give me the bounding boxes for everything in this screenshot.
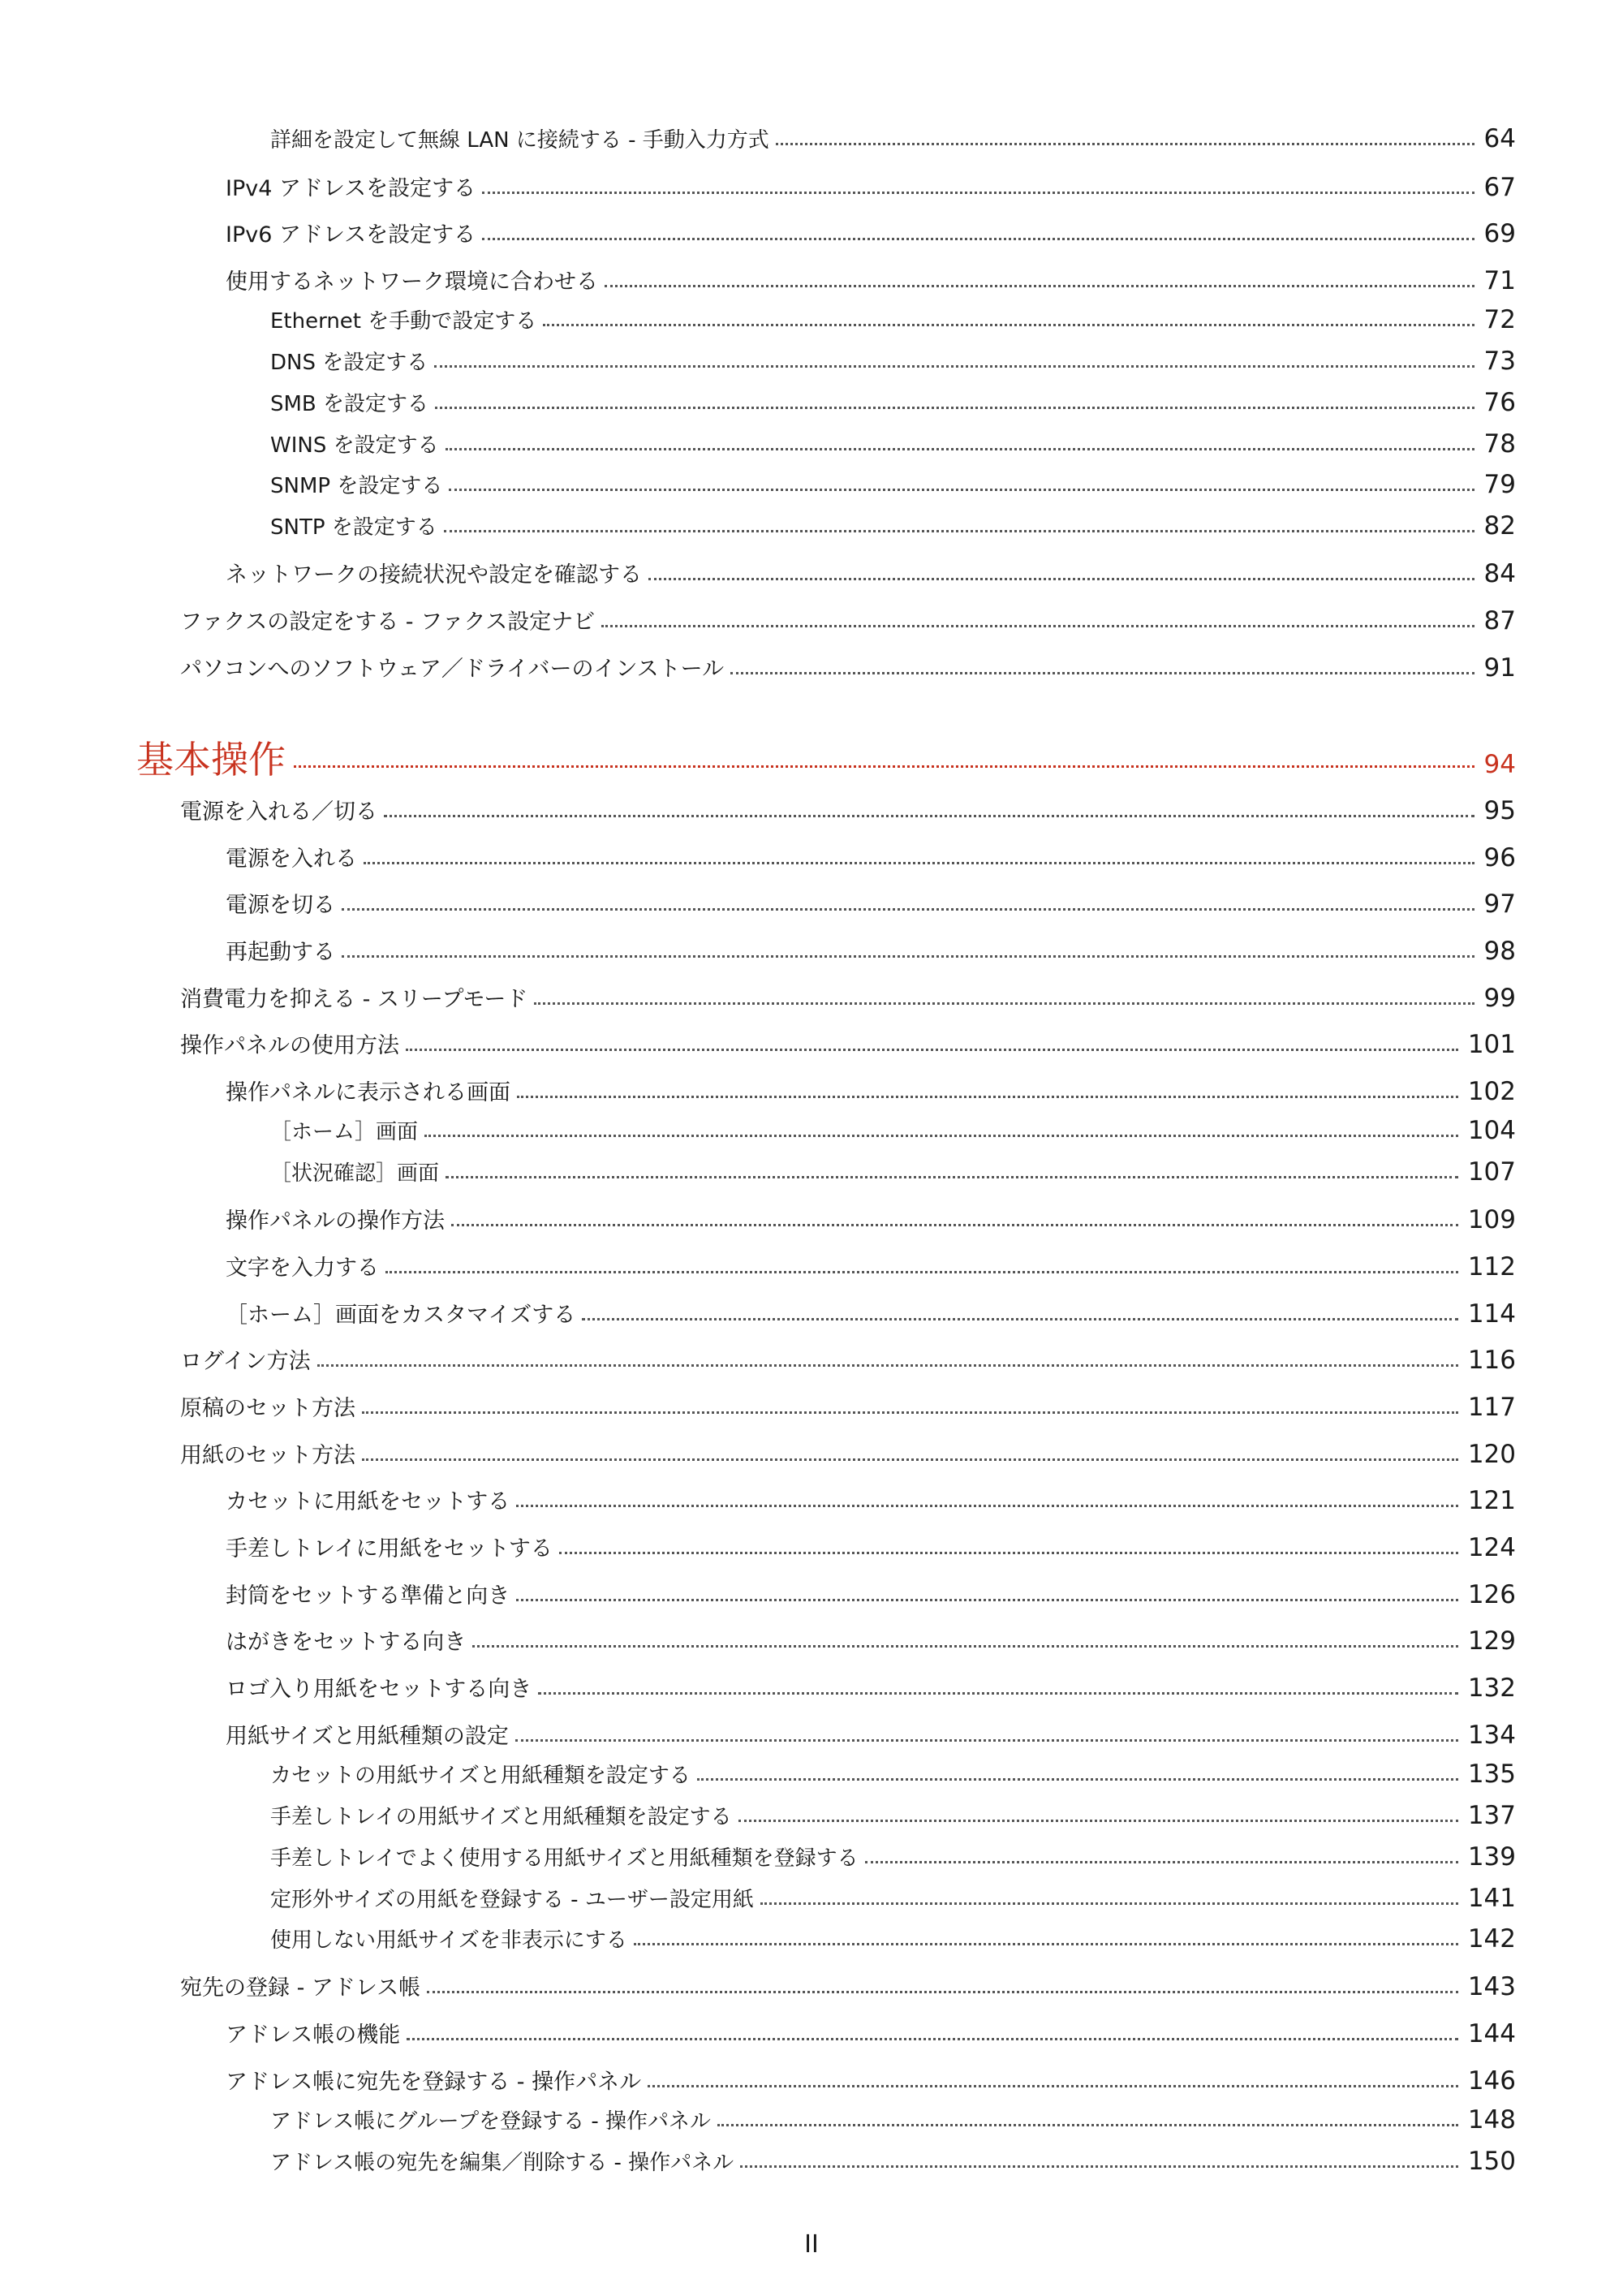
toc-entry[interactable] — [226, 1203, 1516, 1242]
toc-entry[interactable] — [226, 2017, 1516, 2056]
dot-leader — [449, 489, 1474, 491]
dot-leader — [516, 1505, 1458, 1507]
toc-entry-title: カセットの用紙サイズと用紙種類を設定する — [270, 1764, 691, 1788]
toc-entry[interactable] — [180, 981, 1516, 1020]
dot-leader — [317, 1364, 1458, 1367]
dot-leader — [406, 1049, 1458, 1051]
dot-leader — [407, 2038, 1458, 2040]
dot-leader — [364, 862, 1474, 864]
toc-entry[interactable] — [226, 841, 1516, 880]
toc-entry[interactable] — [226, 2064, 1516, 2103]
dot-leader — [444, 530, 1474, 532]
toc-entry-title: SMB を設定する — [270, 392, 429, 416]
toc-entry-title: WINS を設定する — [270, 433, 439, 458]
toc-entry[interactable] — [270, 346, 1516, 385]
dot-leader — [559, 1552, 1458, 1554]
toc-entry[interactable] — [226, 264, 1516, 303]
toc-entry-title: ログイン方法 — [180, 1349, 311, 1374]
dot-leader — [740, 2165, 1458, 2168]
toc-entry-page: 124 — [1467, 1533, 1516, 1562]
toc-entry[interactable] — [226, 1624, 1516, 1663]
toc-entry[interactable] — [226, 1671, 1516, 1710]
toc-entry[interactable] — [226, 1718, 1516, 1757]
toc-entry-page: 82 — [1483, 511, 1516, 541]
toc-entry-title: 手差しトレイでよく使用する用紙サイズと用紙種類を登録する — [270, 1846, 859, 1871]
dot-leader — [605, 285, 1474, 287]
dot-leader — [760, 1902, 1458, 1905]
dot-leader — [472, 1645, 1458, 1648]
toc-entry[interactable] — [270, 1157, 1516, 1195]
toc-entry-page: 64 — [1483, 124, 1516, 153]
toc-entry-title: 消費電力を抑える - スリープモード — [180, 987, 528, 1012]
dot-leader — [516, 1599, 1458, 1601]
toc-entry-page: 120 — [1467, 1440, 1516, 1469]
toc-entry-page: 95 — [1483, 796, 1516, 825]
toc-entry[interactable] — [270, 1883, 1516, 1922]
toc-entry-page: 137 — [1467, 1801, 1516, 1830]
toc-entry-title: アドレス帳に宛先を登録する - 操作パネル — [226, 2070, 642, 2095]
dot-leader — [776, 143, 1474, 145]
toc-entry[interactable] — [226, 1297, 1516, 1336]
toc-entry-title: SNTP を設定する — [270, 515, 437, 540]
toc-entry[interactable] — [180, 1390, 1516, 1429]
toc-entry-page: 114 — [1467, 1299, 1516, 1329]
toc-entry-title: アドレス帳の宛先を編集／削除する - 操作パネル — [270, 2151, 734, 2175]
dot-leader — [738, 1820, 1458, 1822]
toc-entry-title: ファクスの設定をする - ファクス設定ナビ — [180, 610, 596, 635]
toc-entry-page: 141 — [1467, 1884, 1516, 1913]
dot-leader — [517, 1096, 1458, 1098]
toc-entry[interactable] — [226, 1531, 1516, 1570]
toc-entry-page: 71 — [1483, 266, 1516, 295]
toc-entry[interactable] — [270, 1923, 1516, 1962]
dot-leader — [717, 2124, 1458, 2126]
toc-entry-page: 87 — [1483, 606, 1516, 635]
toc-entry-title: SNMP を設定する — [270, 474, 443, 498]
toc-entry-title: DNS を設定する — [270, 351, 428, 375]
toc-entry[interactable] — [226, 1484, 1516, 1523]
dot-leader — [648, 578, 1474, 580]
toc-entry-page: 150 — [1467, 2147, 1516, 2176]
dot-leader — [697, 1778, 1458, 1781]
toc-entry[interactable] — [270, 429, 1516, 467]
toc-entry-page: 135 — [1467, 1760, 1516, 1789]
toc-entry-title: ［ホーム］画面をカスタマイズする — [226, 1303, 576, 1328]
toc-entry-title: 原稿のセット方法 — [180, 1396, 355, 1421]
toc-entry-title: 電源を切る — [226, 893, 335, 918]
toc-entry-page: 98 — [1483, 937, 1516, 966]
dot-leader — [730, 672, 1474, 674]
toc-entry-title: ［状況確認］画面 — [270, 1161, 440, 1186]
dot-leader — [446, 448, 1474, 450]
toc-entry-page: 67 — [1483, 173, 1516, 202]
toc-entry-title: アドレス帳の機能 — [226, 2022, 401, 2048]
toc-entry[interactable] — [270, 1115, 1516, 1154]
toc-entry-page: 76 — [1483, 388, 1516, 417]
toc-entry[interactable] — [180, 1437, 1516, 1476]
toc-entry[interactable] — [270, 304, 1516, 343]
toc-entry[interactable] — [270, 1842, 1516, 1880]
dot-leader — [538, 1692, 1458, 1695]
toc-entry-title: Ethernet を手動で設定する — [270, 309, 537, 334]
toc-entry-title: 手差しトレイに用紙をセットする — [226, 1536, 553, 1562]
dot-leader — [582, 1318, 1458, 1320]
toc-entry[interactable] — [270, 2104, 1516, 2143]
toc-entry[interactable] — [226, 934, 1516, 973]
dot-leader — [385, 1271, 1458, 1273]
toc-entry-title: 文字を入力する — [226, 1256, 379, 1281]
dot-leader — [451, 1224, 1458, 1226]
toc-entry-title: 使用するネットワーク環境に合わせる — [226, 269, 598, 295]
toc-entry-page: 129 — [1467, 1626, 1516, 1656]
dot-leader — [634, 1943, 1458, 1945]
page-number: II — [804, 2230, 819, 2259]
dot-leader — [434, 365, 1474, 368]
toc-entry[interactable] — [180, 604, 1516, 643]
toc-entry-page: 104 — [1467, 1116, 1516, 1145]
toc-entry[interactable] — [270, 510, 1516, 549]
toc-entry[interactable] — [180, 794, 1516, 833]
toc-entry[interactable] — [270, 1759, 1516, 1798]
dot-leader — [482, 192, 1474, 194]
dot-leader — [424, 1135, 1458, 1137]
toc-chapter-heading[interactable] — [136, 730, 1516, 782]
toc-entry-title: 電源を入れる／切る — [180, 799, 377, 825]
dot-leader — [515, 1739, 1458, 1742]
toc-entry-title: 用紙サイズと用紙種類の設定 — [226, 1724, 509, 1749]
dot-leader — [384, 815, 1474, 817]
toc-entry-page: 146 — [1467, 2066, 1516, 2096]
dot-leader — [435, 407, 1474, 409]
toc-entry-title: ロゴ入り用紙をセットする向き — [226, 1677, 532, 1702]
toc-entry-page: 96 — [1483, 843, 1516, 872]
toc-entry-title: 封筒をセットする準備と向き — [226, 1583, 510, 1609]
toc-entry-title: 手差しトレイの用紙サイズと用紙種類を設定する — [270, 1805, 732, 1829]
toc-entry[interactable] — [180, 1343, 1516, 1382]
toc-entry[interactable] — [226, 1578, 1516, 1617]
toc-entry[interactable] — [180, 651, 1516, 690]
toc-entry-page: 142 — [1467, 1924, 1516, 1954]
dot-leader — [446, 1176, 1458, 1178]
toc-entry[interactable] — [180, 1027, 1516, 1066]
toc-entry-title: 操作パネルに表示される画面 — [226, 1080, 510, 1105]
toc-entry-title: 定形外サイズの用紙を登録する - ユーザー設定用紙 — [270, 1888, 754, 1912]
toc-entry-page: 84 — [1483, 559, 1516, 588]
toc-entry-page: 102 — [1467, 1077, 1516, 1106]
dot-leader — [543, 324, 1474, 326]
toc-entry-title: 再起動する — [226, 940, 335, 965]
dot-leader — [865, 1861, 1458, 1863]
toc-entry-page: 109 — [1467, 1205, 1516, 1234]
dot-leader — [427, 1991, 1458, 1993]
toc-entry-title: IPv4 アドレスを設定する — [226, 176, 476, 201]
toc-entry[interactable] — [226, 1075, 1516, 1114]
toc-entry[interactable] — [270, 2146, 1516, 2185]
toc-entry[interactable] — [226, 557, 1516, 596]
toc-entry-title: ［ホーム］画面 — [270, 1120, 419, 1144]
toc-entry-page: 72 — [1483, 305, 1516, 334]
toc-entry-title: 詳細を設定して無線 LAN に接続する - 手動入力方式 — [270, 128, 769, 153]
toc-entry-page: 132 — [1467, 1674, 1516, 1703]
toc-entry-page: 139 — [1467, 1842, 1516, 1872]
dot-leader — [648, 2085, 1458, 2087]
toc-entry-page: 121 — [1467, 1486, 1516, 1515]
toc-entry-title: 電源を入れる — [226, 846, 357, 872]
toc-entry-page: 69 — [1483, 219, 1516, 248]
dot-leader — [482, 238, 1474, 240]
toc-entry-title: アドレス帳にグループを登録する - 操作パネル — [270, 2109, 712, 2134]
toc-entry-page: 79 — [1483, 470, 1516, 499]
toc-entry-page: 126 — [1467, 1580, 1516, 1609]
toc-entry[interactable] — [226, 217, 1516, 256]
dot-leader — [601, 625, 1474, 627]
toc-chapter-page: 94 — [1483, 750, 1516, 779]
toc-entry[interactable] — [270, 387, 1516, 426]
toc-entry-page: 144 — [1467, 2019, 1516, 2048]
toc-entry[interactable] — [270, 123, 1516, 162]
toc-entry-title: 宛先の登録 - アドレス帳 — [180, 1975, 421, 2001]
toc-entry-title: 操作パネルの使用方法 — [180, 1033, 399, 1058]
toc-entry[interactable] — [180, 1970, 1516, 2009]
toc-entry-title: IPv6 アドレスを設定する — [226, 222, 476, 248]
dot-leader — [342, 955, 1474, 958]
dot-leader — [342, 908, 1474, 911]
toc-entry[interactable] — [226, 1250, 1516, 1289]
toc-entry-page: 107 — [1467, 1157, 1516, 1187]
toc-entry-title: はがきをセットする向き — [226, 1630, 467, 1655]
toc-entry-page: 91 — [1483, 653, 1516, 683]
toc-entry[interactable] — [270, 469, 1516, 508]
toc-entry-page: 73 — [1483, 347, 1516, 376]
toc-entry-title: パソコンへのソフトウェア／ドライバーのインストール — [180, 657, 725, 682]
toc-entry-page: 101 — [1467, 1030, 1516, 1059]
toc-entry-page: 143 — [1467, 1972, 1516, 2001]
dot-leader — [534, 1002, 1474, 1005]
dot-leader — [294, 765, 1474, 768]
toc-entry-title: 操作パネルの操作方法 — [226, 1208, 445, 1234]
toc-entry-page: 97 — [1483, 890, 1516, 919]
dot-leader — [362, 1411, 1458, 1414]
toc-entry-page: 148 — [1467, 2105, 1516, 2134]
toc-entry-page: 78 — [1483, 429, 1516, 459]
toc-entry-title: カセットに用紙をセットする — [226, 1489, 510, 1514]
toc-entry-title: 用紙のセット方法 — [180, 1443, 355, 1468]
toc-entry[interactable] — [226, 887, 1516, 926]
toc-entry-page: 134 — [1467, 1721, 1516, 1750]
toc-entry[interactable] — [226, 170, 1516, 209]
dot-leader — [362, 1458, 1458, 1461]
toc-entry-page: 99 — [1483, 984, 1516, 1013]
toc-entry-page: 116 — [1467, 1346, 1516, 1375]
toc-entry-title: 使用しない用紙サイズを非表示にする — [270, 1928, 627, 1953]
toc-chapter-title: 基本操作 — [136, 738, 286, 782]
toc-entry-page: 112 — [1467, 1252, 1516, 1282]
toc-entry[interactable] — [270, 1800, 1516, 1839]
toc-entry-page: 117 — [1467, 1393, 1516, 1422]
toc-entry-title: ネットワークの接続状況や設定を確認する — [226, 562, 642, 588]
